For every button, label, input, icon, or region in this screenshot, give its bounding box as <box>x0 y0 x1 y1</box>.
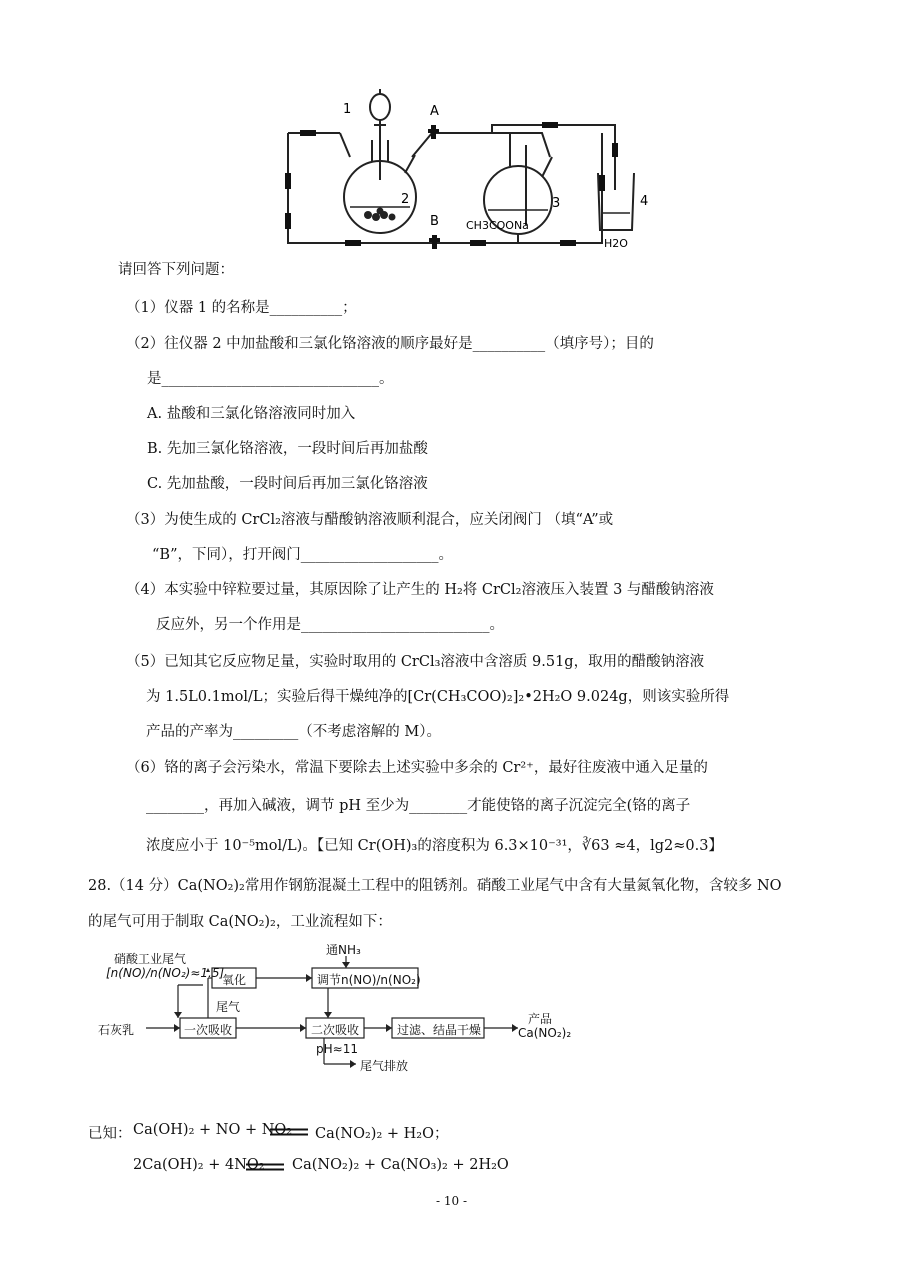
q28-line1: 28.（14 分）Ca(NO₂)₂常用作钢筋混凝土工程中的阻锈剂。硝酸工业尾气中含有大量氮氧化物，含较多 NO <box>88 878 782 894</box>
zinc-granules <box>364 208 396 222</box>
question-3-line2: “B”，下同），打开阀门___________________。 <box>152 547 453 563</box>
flow-feed-title: 硝酸工业尾气 <box>114 952 187 966</box>
label-4: 4 <box>640 194 649 209</box>
flow-ph: pH≈11 <box>316 1042 358 1056</box>
flow-product-formula: Ca(NO₂)₂ <box>518 1026 572 1040</box>
question-5-line2: 为 1.5L0.1mol/L；实验后得干燥纯净的[Cr(CH₃COO)₂]₂•2H₂O 9.024g，则该实验所得 <box>146 689 730 705</box>
question-2-option-b: B. 先加三氯化铬溶液，一段时间后再加盐酸 <box>147 441 428 457</box>
beaker-label: H2O <box>604 237 628 250</box>
question-3-line1: （3）为使生成的 CrCl₂溶液与醋酸钠溶液顺利混合，应关闭阀门 （填“A”或 <box>126 512 614 528</box>
label-valve-a: A <box>430 104 439 119</box>
question-4-line1: （4）本实验中锌粒要过量，其原因除了让产生的 H₂将 CrCl₂溶液压入装置 3 与醋酸钠溶液 <box>126 582 714 598</box>
apparatus-diagram <box>280 85 660 250</box>
flow-nh3: 通NH₃ <box>326 943 361 957</box>
flow-absorb1: 一次吸收 <box>184 1023 233 1037</box>
label-2: 2 <box>401 192 410 207</box>
question-2-option-a: A. 盐酸和三氯化铬溶液同时加入 <box>147 406 356 422</box>
flow-product-label: 产品 <box>528 1012 553 1026</box>
equation-2-right: Ca(NO₂)₂ + Ca(NO₃)₂ + 2H₂O <box>292 1157 509 1173</box>
page-number: - 10 - <box>436 1194 468 1208</box>
flow-absorb2: 二次吸收 <box>311 1023 360 1037</box>
question-2-line2: 是______________________________。 <box>147 371 394 387</box>
q28-line2: 的尾气可用于制取 Ca(NO₂)₂，工业流程如下： <box>88 914 392 930</box>
question-2-line1: （2）往仪器 2 中加盐酸和三氯化铬溶液的顺序最好是__________（填序号）；目的 <box>126 336 654 352</box>
known-label: 已知： <box>88 1126 132 1142</box>
question-6-line2: ________，再加入碱液，调节 pH 至少为________才能使铬的离子沉淀完全(铬的离子 <box>146 798 691 814</box>
flow-adjust: 调节n(NO)/n(NO₂) <box>317 973 421 987</box>
flow-oxidize: 氧化 <box>222 973 247 987</box>
flow-lime: 石灰乳 <box>98 1023 135 1037</box>
flask3-label: CH3COONa <box>466 219 529 232</box>
question-5-line3: 产品的产率为_________（不考虑溶解的 M）。 <box>146 724 441 740</box>
question-1: （1）仪器 1 的名称是__________； <box>126 300 357 316</box>
flow-exhaust: 尾气排放 <box>360 1059 409 1073</box>
equation-2-left: 2Ca(OH)₂ + 4NO₂ <box>133 1157 265 1173</box>
question-6-line1: （6）铬的离子会污染水，常温下要除去上述实验中多余的 Cr²⁺，最好往废液中通入足量的 <box>126 760 708 776</box>
flow-filter: 过滤、结晶干燥 <box>397 1023 482 1037</box>
flow-tail: 尾气 <box>216 1000 241 1014</box>
equation-1-left: Ca(OH)₂ + NO + NO₂ <box>133 1122 293 1138</box>
flow-feed-ratio: [n(NO)/n(NO₂)≈1.5] <box>106 966 225 980</box>
equation-1-equals <box>270 1128 308 1136</box>
question-4-line2: 反应外，另一个作用是__________________________。 <box>156 617 504 633</box>
question-6-line3: 浓度应小于 10⁻⁵mol/L)。【已知 Cr(OH)₃的溶度积为 6.3×10⁻³¹，∛63 ≈4，lg2≈0.3】 <box>146 838 723 854</box>
intro-text: 请回答下列问题： <box>118 262 234 278</box>
equation-1-right: Ca(NO₂)₂ + H₂O； <box>315 1126 449 1142</box>
label-1: 1 <box>343 102 352 117</box>
question-5-line1: （5）已知其它反应物足量，实验时取用的 CrCl₃溶液中含溶质 9.51g，取用的醋酸钠溶液 <box>126 654 705 670</box>
question-2-option-c: C. 先加盐酸，一段时间后再加三氯化铬溶液 <box>147 476 428 492</box>
process-flowchart <box>88 938 578 1076</box>
label-3: 3 <box>552 196 561 211</box>
label-valve-b: B <box>430 214 439 229</box>
equation-2-equals <box>246 1163 284 1171</box>
